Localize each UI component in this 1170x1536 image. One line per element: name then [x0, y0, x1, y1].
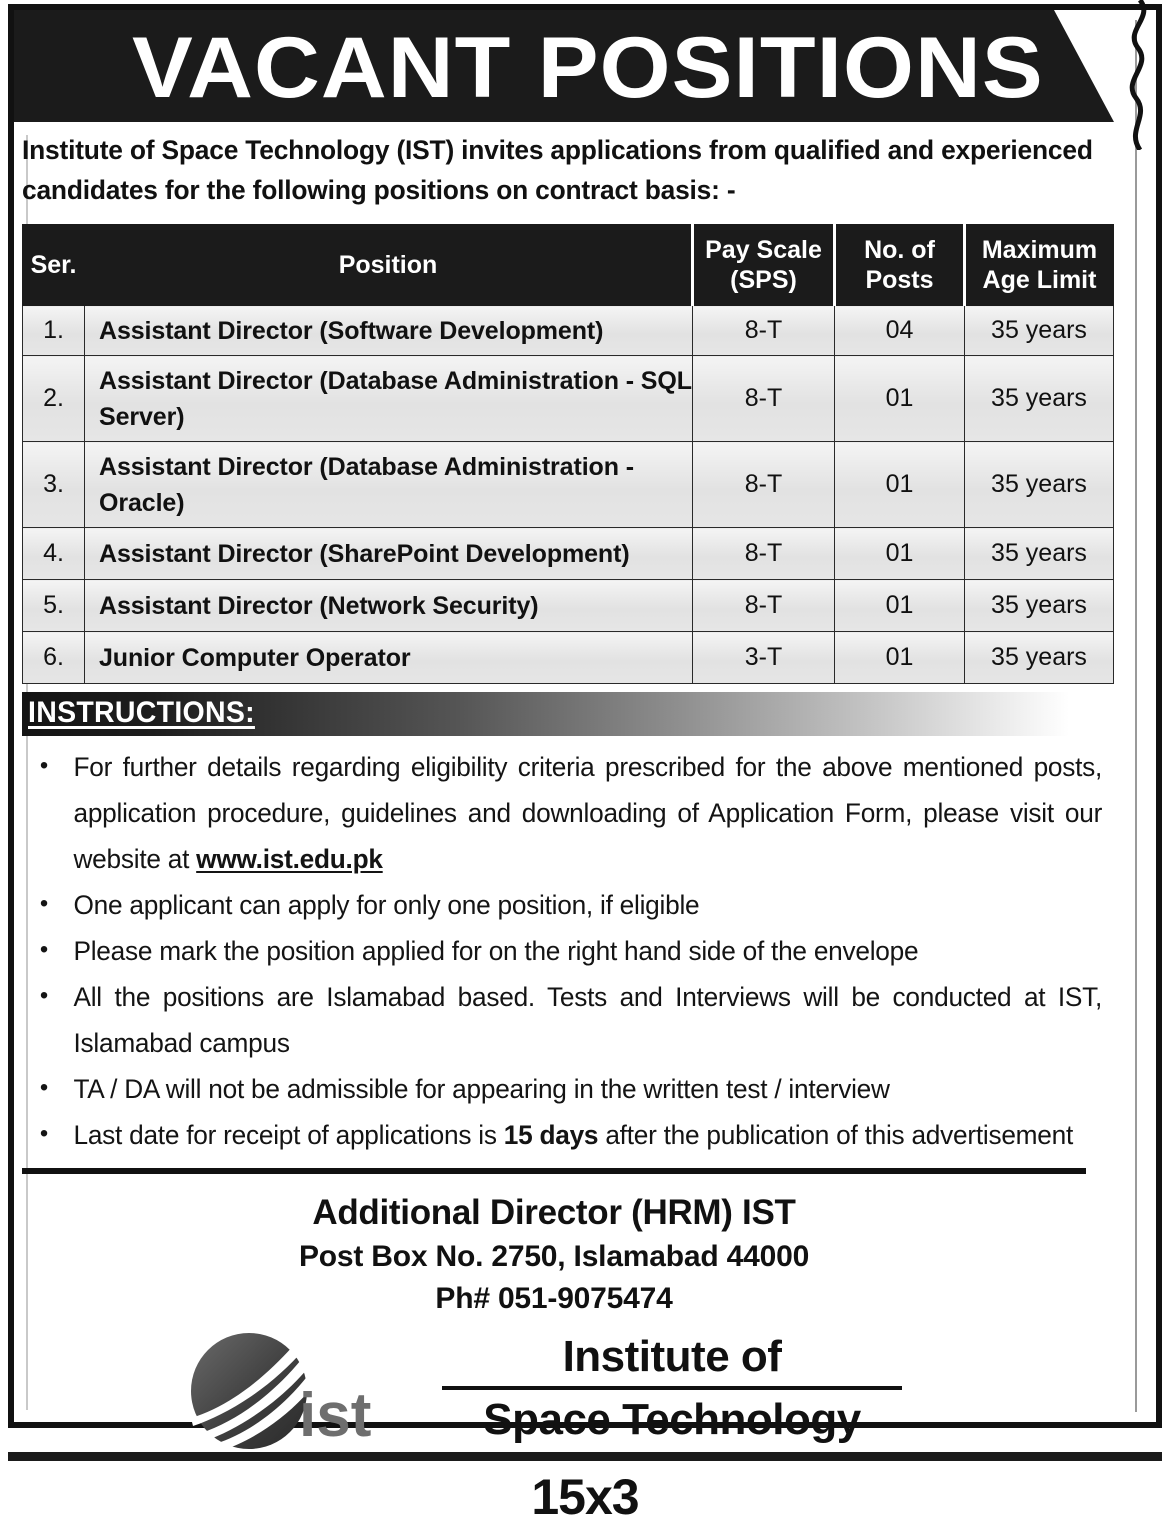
deadline-emphasis: 15 days — [503, 1120, 599, 1150]
column-header-pay-scale — [693, 225, 835, 306]
cell-pay-scale: 8-T — [693, 306, 835, 356]
cell-ser: 5. — [23, 580, 85, 632]
cell-pay-scale: 8-T — [693, 580, 835, 632]
inner-vertical-rule-right — [1135, 20, 1137, 1412]
cell-position: Assistant Director (SharePoint Development) — [85, 528, 693, 580]
ad-size-label: 15x3 — [531, 1469, 639, 1525]
instructions-list — [22, 744, 1113, 1158]
cell-position: Junior Computer Operator — [85, 632, 693, 684]
cell-posts: 01 — [835, 442, 965, 528]
cell-pay-scale: 8-T — [693, 528, 835, 580]
cell-age: 35 years — [965, 580, 1114, 632]
cell-ser: 6. — [23, 632, 85, 684]
instruction-text: One applicant can apply for only one position, if eligible — [73, 890, 700, 920]
bottom-black-bar — [8, 1452, 1162, 1461]
cell-posts: 04 — [835, 306, 965, 356]
cell-pay-scale: 8-T — [693, 442, 835, 528]
column-header-max-age — [965, 225, 1114, 306]
cell-posts: 01 — [835, 580, 965, 632]
list-item — [22, 882, 1102, 928]
cell-position: Assistant Director (Software Development) — [85, 306, 693, 356]
cell-age: 35 years — [965, 306, 1114, 356]
table-row — [23, 632, 1114, 684]
instructions-heading-label: INSTRUCTIONS: — [28, 696, 255, 729]
column-header-position: Position — [85, 225, 693, 306]
phone-number: Ph# 051-9075474 — [435, 1282, 673, 1315]
cell-posts: 01 — [835, 632, 965, 684]
vacancies-table — [22, 224, 1114, 684]
column-header-no-of-posts — [835, 225, 965, 306]
table-body — [23, 306, 1114, 684]
list-item — [22, 744, 1102, 882]
column-header-no-of-posts-line1: No. of — [864, 236, 935, 264]
institute-name-line1: Institute of — [562, 1332, 782, 1381]
instructions-heading-bar — [22, 692, 1113, 736]
institute-name-block — [422, 1330, 922, 1448]
cell-ser: 1. — [23, 306, 85, 356]
instruction-text-tail: after the publication of this advertisement — [598, 1120, 1074, 1150]
list-item — [22, 928, 1102, 974]
table-row — [23, 580, 1114, 632]
cell-position: Assistant Director (Database Administration - Oracle) — [85, 442, 693, 528]
header-banner — [14, 10, 1120, 122]
cell-ser: 4. — [23, 528, 85, 580]
cell-posts: 01 — [835, 356, 965, 442]
table-header-row — [23, 225, 1114, 306]
table-row — [23, 442, 1114, 528]
instruction-text: TA / DA will not be admissible for appearing in the written test / interview — [73, 1074, 890, 1104]
instruction-text: All the positions are Islamabad based. Tests and Interviews will be conducted at IST, Islamabad campus — [73, 982, 1103, 1058]
footer-divider — [22, 1168, 1086, 1174]
column-header-pay-scale-line2: (SPS) — [730, 266, 797, 294]
column-header-no-of-posts-line2: Posts — [865, 266, 934, 294]
cell-age: 35 years — [965, 356, 1114, 442]
cell-position: Assistant Director (Database Administration - SQL Server) — [85, 356, 693, 442]
cell-age: 35 years — [965, 632, 1114, 684]
ist-logo-icon — [187, 1328, 397, 1458]
cell-position: Assistant Director (Network Security) — [85, 580, 693, 632]
postal-address: Post Box No. 2750, Islamabad 44000 — [298, 1240, 810, 1273]
list-item — [22, 1066, 1102, 1112]
column-header-pay-scale-line1: Pay Scale — [705, 236, 822, 264]
instruction-text: Please mark the position applied for on the right hand side of the envelope — [73, 936, 919, 966]
svg-text:ist: ist — [299, 1381, 372, 1450]
table-row — [23, 356, 1114, 442]
institute-name-underline — [442, 1386, 902, 1390]
website-link[interactable]: www.ist.edu.pk — [196, 844, 383, 874]
cell-age: 35 years — [965, 528, 1114, 580]
instruction-text: For further details regarding eligibility criteria prescribed for the above mentioned posts, application procedure, guidelines and downloading of Application Form, please visit our website at — [73, 752, 1103, 874]
institute-branding — [22, 1324, 1086, 1464]
column-header-ser: Ser. — [23, 225, 85, 306]
cell-pay-scale: 8-T — [693, 356, 835, 442]
cell-pay-scale: 3-T — [693, 632, 835, 684]
instruction-text: Last date for receipt of applications is — [73, 1120, 504, 1150]
page-title: VACANT POSITIONS — [132, 20, 1044, 116]
signatory-title: Additional Director (HRM) IST — [312, 1193, 796, 1232]
content-area — [22, 130, 1114, 1464]
column-header-max-age-line2: Age Limit — [982, 266, 1097, 294]
cell-ser: 3. — [23, 442, 85, 528]
cell-posts: 01 — [835, 528, 965, 580]
column-header-max-age-line1: Maximum — [981, 236, 1098, 264]
table-row — [23, 528, 1114, 580]
cell-age: 35 years — [965, 442, 1114, 528]
intro-paragraph: Institute of Space Technology (IST) invites applications from qualified and experienced candidates for the following positions on contract basis: - — [22, 135, 1093, 205]
table-header — [23, 225, 1114, 306]
table-row — [23, 306, 1114, 356]
list-item — [22, 974, 1102, 1066]
cell-ser: 2. — [23, 356, 85, 442]
footer-contact-block — [22, 1190, 1086, 1320]
list-item — [22, 1112, 1102, 1158]
institute-name-line2: Space Technology — [483, 1395, 861, 1444]
